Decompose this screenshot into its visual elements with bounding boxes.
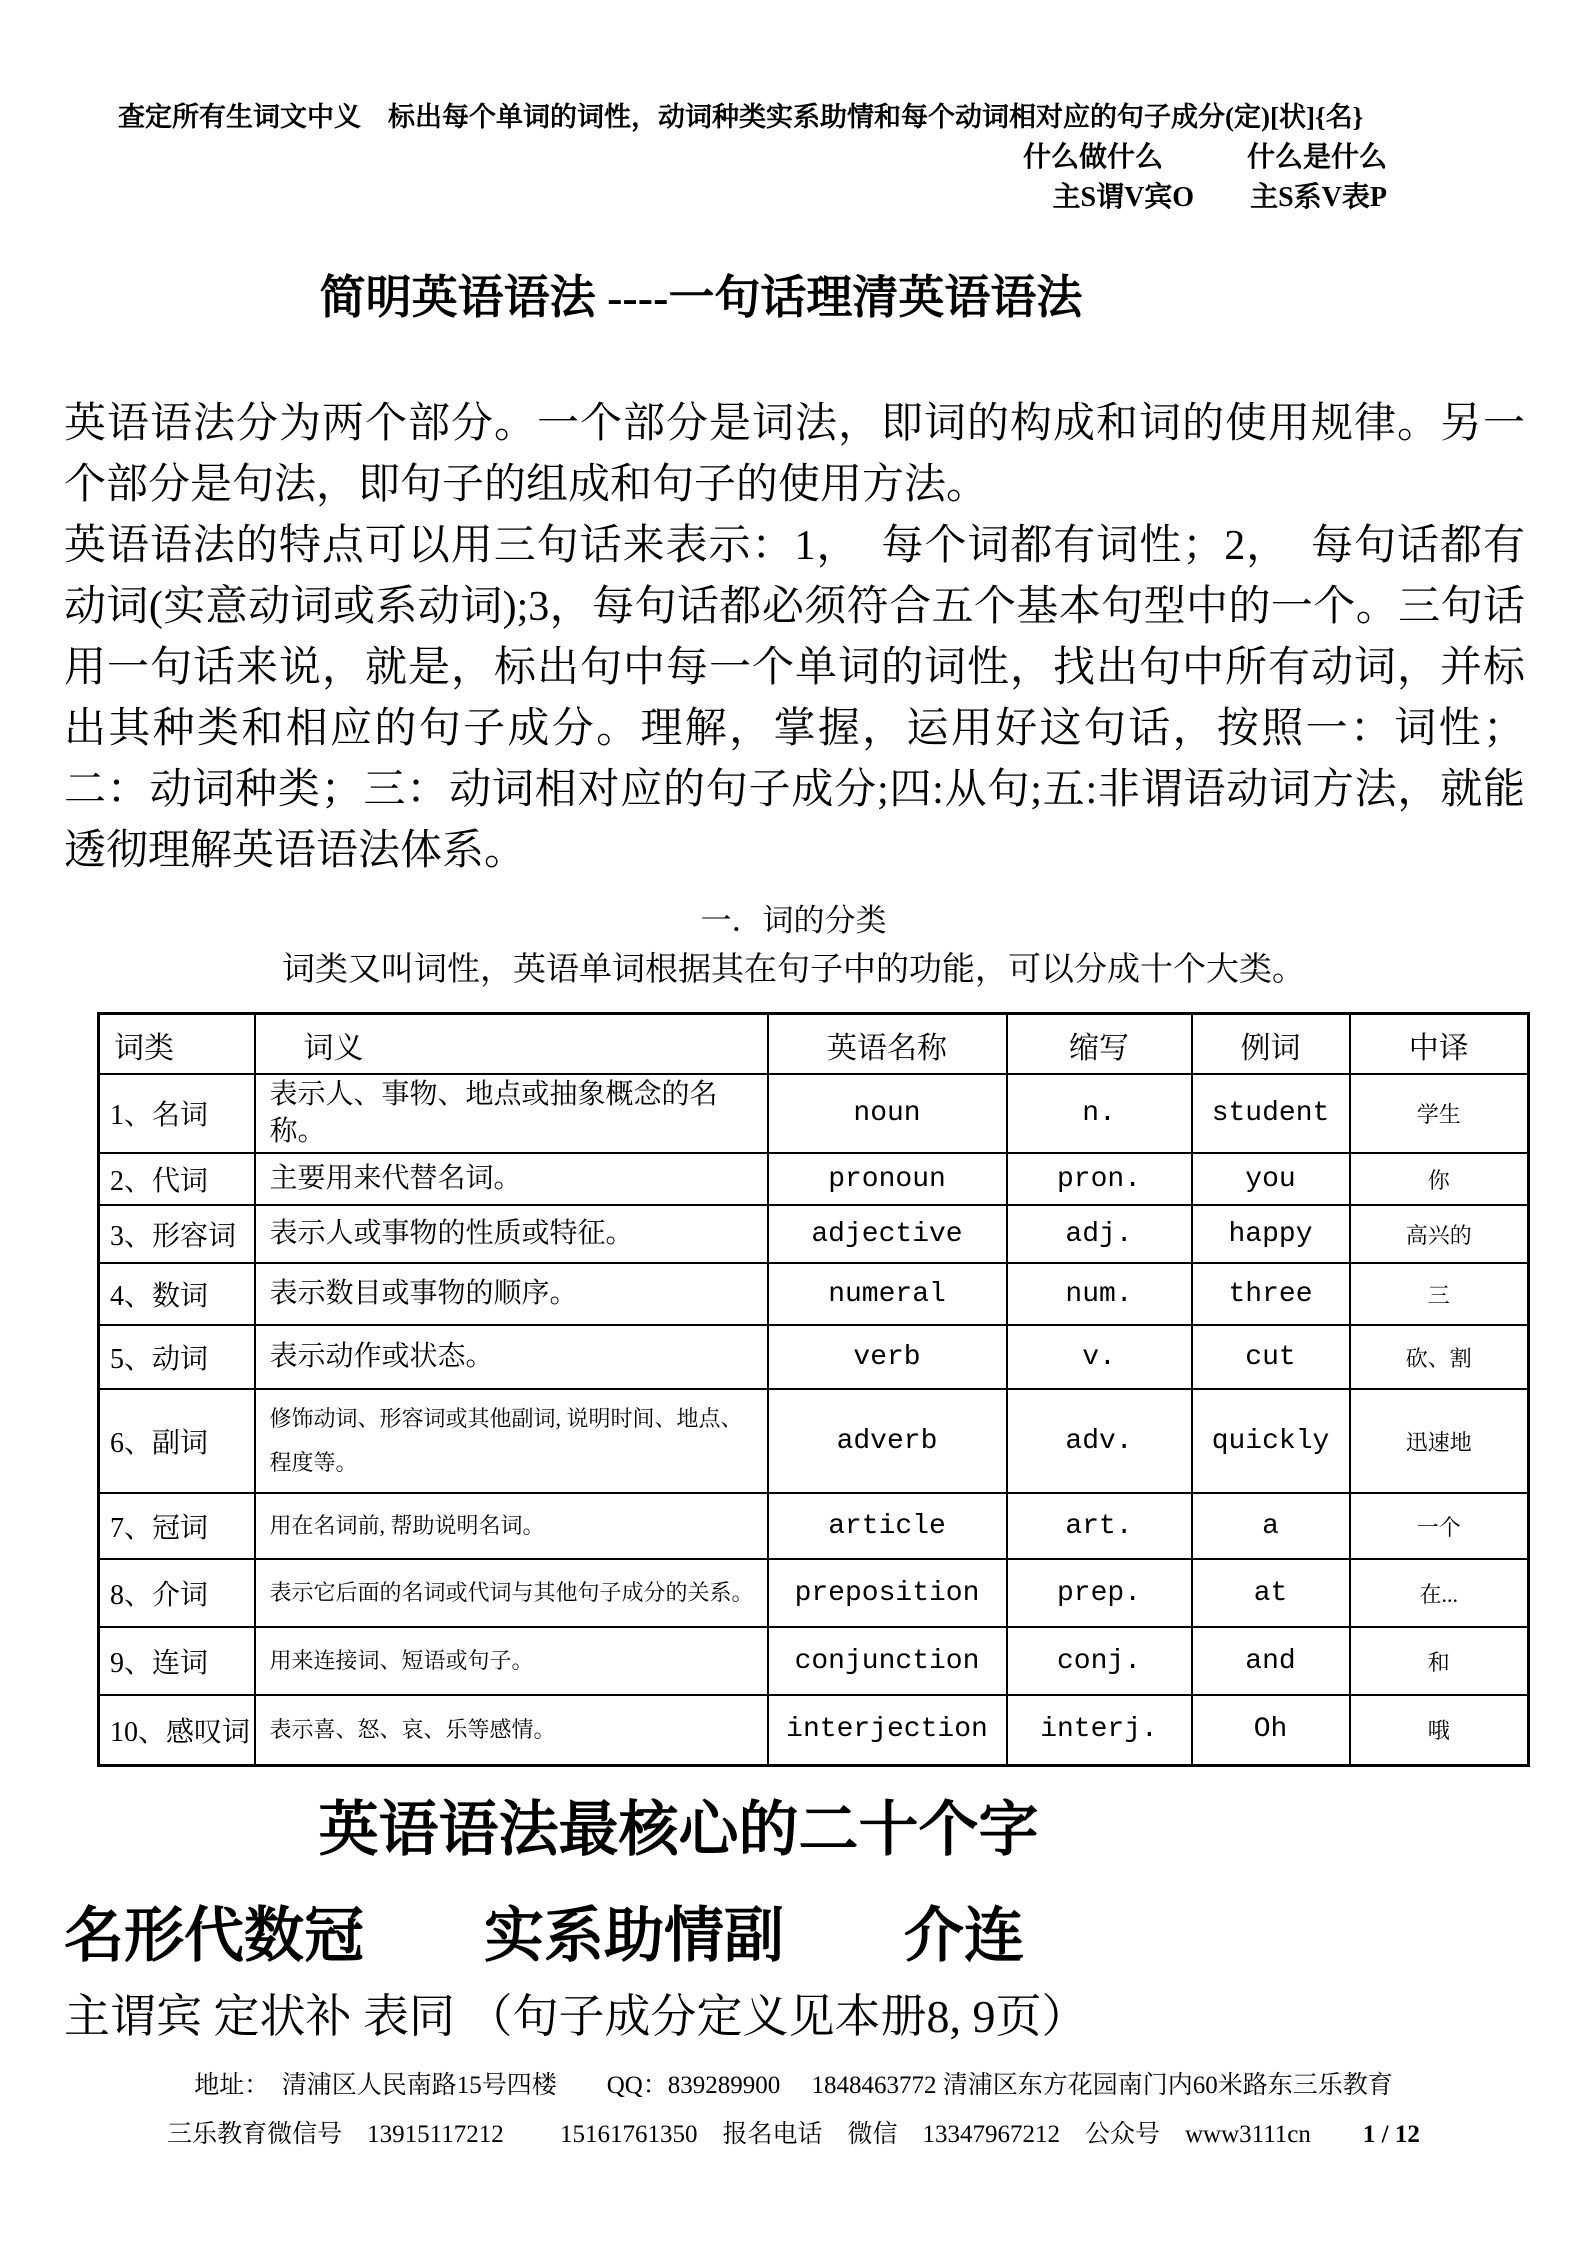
table-cell: v. [1007, 1325, 1192, 1389]
table-cell: 修饰动词、形容词或其他副词, 说明时间、地点、程度等。 [255, 1389, 768, 1493]
table-cell: n. [1007, 1074, 1192, 1154]
table-cell: 2、代词 [99, 1153, 255, 1205]
table-cell: adverb [768, 1389, 1007, 1493]
table-cell: pronoun [768, 1153, 1007, 1205]
table-row [99, 1263, 1529, 1325]
column-header-translation: 中译 [1350, 1014, 1529, 1074]
table-cell: happy [1192, 1205, 1350, 1263]
parts-of-speech-table [97, 1012, 1530, 1767]
column-header-meaning: 词义 [255, 1014, 768, 1074]
table-cell: 和 [1350, 1627, 1529, 1695]
table-header-row [99, 1014, 1529, 1074]
table-cell: conjunction [768, 1627, 1007, 1695]
table-cell: 表示人、事物、地点或抽象概念的名称。 [255, 1074, 768, 1154]
table-cell: adv. [1007, 1389, 1192, 1493]
table-cell: 6、副词 [99, 1389, 255, 1493]
column-header-english-name: 英语名称 [768, 1014, 1007, 1074]
annotation-line-1: 查定所有生词文中义 标出每个单词的词性，动词种类实系助情和每个动词相对应的句子成分(定)[状]{名} [118, 102, 1364, 132]
table-cell: interj. [1007, 1695, 1192, 1765]
footer-contact-text: 三乐教育微信号 13915117212 15161761350 报名电话 微信 13347967212 公众号 www3111cn [167, 2120, 1311, 2148]
table-cell: conj. [1007, 1627, 1192, 1695]
intro-paragraph-2: 英语语法的特点可以用三句话来表示：1， 每个词都有词性；2， 每句话都有动词(实意动词或系动词);3，每句话都必须符合五个基本句型中的一个。三句话用一句话来说，就是，标出句中每一个单词的词性，找出句中所有动词，并标出其种类和相应的句子成分。理解，掌握，运用好这句话，按照一：词性；二：动词种类；三：动词相对应的句子成分;四:从句;五:非谓语动词方法，就能透彻理解英语语法体系。 [64, 523, 1525, 874]
table-row [99, 1695, 1529, 1765]
table-cell: 砍、割 [1350, 1325, 1529, 1389]
table-row [99, 1205, 1529, 1263]
table-cell: 学生 [1350, 1074, 1529, 1154]
table-cell: 三 [1350, 1263, 1529, 1325]
table-cell: 8、介词 [99, 1559, 255, 1627]
core-words-line: 名形代数冠 实系助情副 介连 [64, 1902, 1024, 1969]
table-cell: 高兴的 [1350, 1205, 1529, 1263]
table-cell: verb [768, 1325, 1007, 1389]
table-cell: numeral [768, 1263, 1007, 1325]
table-cell: article [768, 1493, 1007, 1559]
table-cell: 主要用来代替名词。 [255, 1153, 768, 1205]
table-cell: you [1192, 1153, 1350, 1205]
table-cell: and [1192, 1627, 1350, 1695]
table-cell: 迅速地 [1350, 1389, 1529, 1493]
table-cell: at [1192, 1559, 1350, 1627]
annotation-line-2: 什么做什么 什么是什么 [1022, 142, 1387, 173]
table-cell: three [1192, 1263, 1350, 1325]
table-cell: 表示数目或事物的顺序。 [255, 1263, 768, 1325]
table-cell: adjective [768, 1205, 1007, 1263]
table-cell: 你 [1350, 1153, 1529, 1205]
table-cell: 1、名词 [99, 1074, 255, 1154]
table-cell: art. [1007, 1493, 1192, 1559]
core-section-title: 英语语法最核心的二十个字 [318, 1796, 1039, 1863]
intro-paragraphs [64, 394, 1525, 882]
table-row [99, 1074, 1529, 1154]
table-cell: 表示它后面的名词或代词与其他句子成分的关系。 [255, 1559, 768, 1627]
table-row [99, 1627, 1529, 1695]
footer-contact-line [0, 2118, 1587, 2151]
table-cell: noun [768, 1074, 1007, 1154]
table-cell: preposition [768, 1559, 1007, 1627]
table-cell: Oh [1192, 1695, 1350, 1765]
table-row [99, 1325, 1529, 1389]
annotation-line-3: 主S谓V宾O 主S系V表P [1052, 182, 1387, 213]
table-cell: 10、感叹词 [99, 1695, 255, 1765]
pos-table-body [99, 1074, 1529, 1766]
page-number: 1 / 12 [1362, 2120, 1420, 2148]
top-annotation-block [0, 0, 1587, 218]
intro-paragraph-1: 英语语法分为两个部分。一个部分是词法，即词的构成和词的使用规律。另一个部分是句法，即句子的组成和句子的使用方法。 [64, 401, 1525, 508]
table-cell: 3、形容词 [99, 1205, 255, 1263]
table-cell: 表示喜、怒、哀、乐等感情。 [255, 1695, 768, 1765]
section-heading: 一．词的分类 [700, 903, 887, 938]
table-row [99, 1559, 1529, 1627]
table-cell: 表示动作或状态。 [255, 1325, 768, 1389]
table-row [99, 1389, 1529, 1493]
table-cell: student [1192, 1074, 1350, 1154]
table-cell: 在... [1350, 1559, 1529, 1627]
table-cell: 7、冠词 [99, 1493, 255, 1559]
table-cell: cut [1192, 1325, 1350, 1389]
table-cell: pron. [1007, 1153, 1192, 1205]
table-cell: 一个 [1350, 1493, 1529, 1559]
table-cell: 用在名词前, 帮助说明名词。 [255, 1493, 768, 1559]
footer-address-line: 地址： 清浦区人民南路15号四楼 QQ：839289900 1848463772 清浦区东方花园南门内60米路东三乐教育 [194, 2071, 1393, 2099]
table-cell: 5、动词 [99, 1325, 255, 1389]
column-header-word-class: 词类 [99, 1014, 255, 1074]
table-cell: quickly [1192, 1389, 1350, 1493]
table-cell: 哦 [1350, 1695, 1529, 1765]
column-header-abbreviation: 缩写 [1007, 1014, 1192, 1074]
table-cell: a [1192, 1493, 1350, 1559]
table-cell: num. [1007, 1263, 1192, 1325]
table-cell: adj. [1007, 1205, 1192, 1263]
section-subheading: 词类又叫词性，英语单词根据其在句子中的功能，可以分成十个大类。 [282, 952, 1305, 988]
table-cell: 用来连接词、短语或句子。 [255, 1627, 768, 1695]
table-cell: 表示人或事物的性质或特征。 [255, 1205, 768, 1263]
table-cell: interjection [768, 1695, 1007, 1765]
page-footer [0, 2069, 1587, 2151]
table-cell: prep. [1007, 1559, 1192, 1627]
table-cell: 4、数词 [99, 1263, 255, 1325]
table-cell: 9、连词 [99, 1627, 255, 1695]
table-row [99, 1153, 1529, 1205]
core-components-line: 主谓宾 定状补 表同 （句子成分定义见本册8, 9页） [64, 1990, 1088, 2042]
table-row [99, 1493, 1529, 1559]
column-header-example: 例词 [1192, 1014, 1350, 1074]
page-title: 简明英语语法 ----一句话理清英语语法 [319, 272, 1083, 323]
